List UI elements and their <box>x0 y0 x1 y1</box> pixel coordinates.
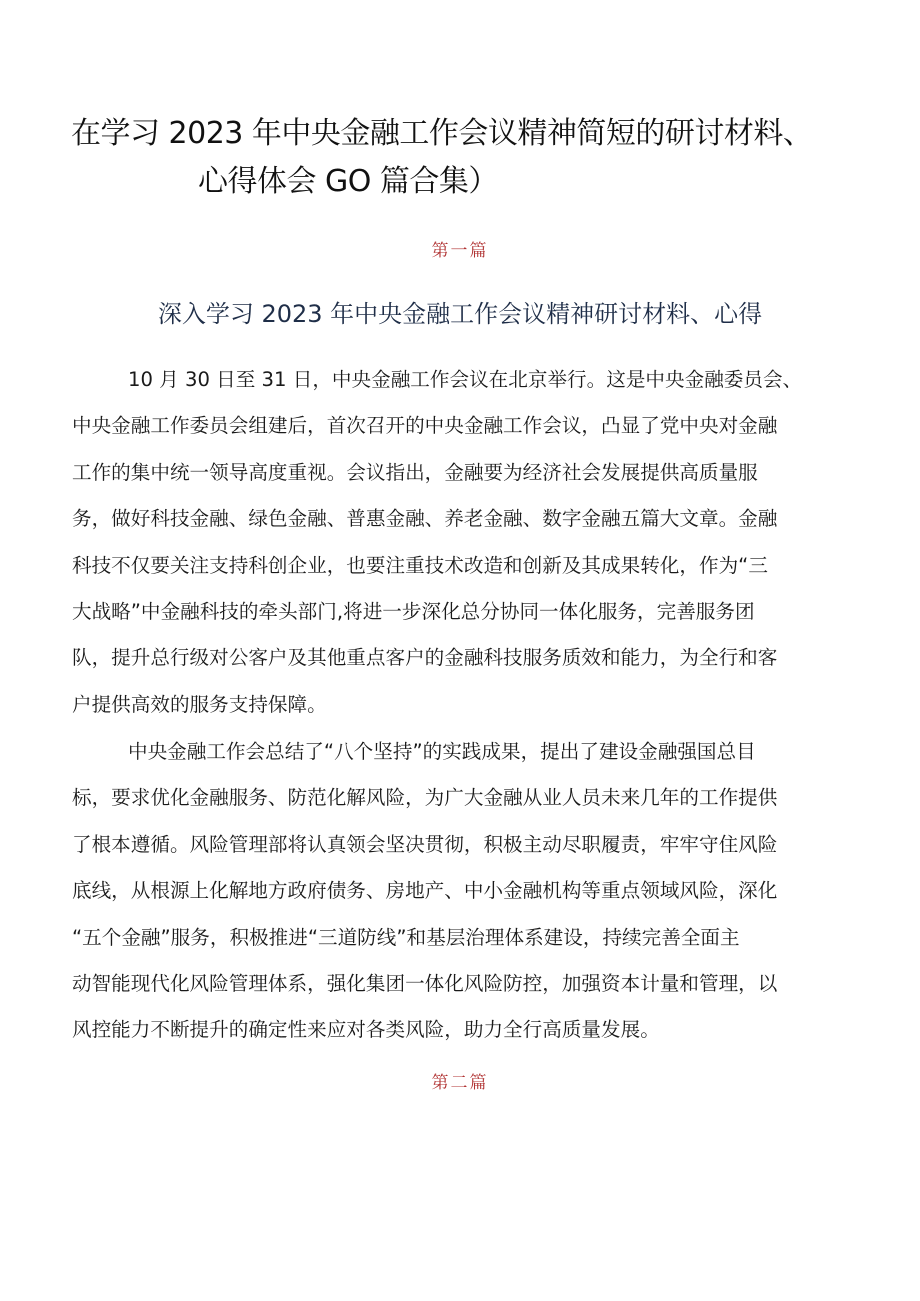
paragraph-line: 动智能现代化风险管理体系，强化集团一体化风险防控，加强资本计量和管理，以 <box>72 971 778 995</box>
paragraph-line: 中央金融工作委员会组建后，首次召开的中央金融工作会议，凸显了党中央对金融 <box>72 414 778 438</box>
section-subtitle: 深入学习 2023 年中央金融工作会议精神研讨材料、心得 <box>157 300 763 328</box>
paragraph-line: 10 月 30 日至 31 日，中央金融工作会议在北京举行。这是中央金融委员会、 <box>128 368 803 391</box>
section-label-first: 第一篇 <box>431 241 489 261</box>
paragraph-line: 工作的集中统一领导高度重视。会议指出，金融要为经济社会发展提供高质量服 <box>72 460 758 484</box>
paragraph-1 <box>72 357 852 728</box>
paragraph-line: 标，要求优化金融服务、防范化解风险，为广大金融从业人员未来几年的工作提供 <box>72 786 778 810</box>
paragraph-line: 科技不仅要关注支持科创企业，也要注重技术改造和创新及其成果转化，作为“三 <box>72 553 768 577</box>
paragraph-line: 了根本遵循。风险管理部将认真领会坚决贯彻，积极主动尽职履责，牢牢守住风险 <box>72 832 778 856</box>
paragraph-line: 队，提升总行级对公客户及其他重点客户的金融科技服务质效和能力，为全行和客 <box>72 646 778 670</box>
paragraph-line: 底线，从根源上化解地方政府债务、房地产、中小金融机构等重点领域风险，深化 <box>72 879 778 903</box>
paragraph-line: 中央金融工作会总结了“八个坚持”的实践成果，提出了建设金融强国总目 <box>128 740 756 763</box>
paragraph-2 <box>72 729 852 1054</box>
paragraph-line: 大战略”中金融科技的牵头部门,将进一步深化总分协同一体化服务，完善服务团 <box>72 599 755 623</box>
document-title-line-1: 在学习 2023 年中央金融工作会议精神简短的研讨材料、 <box>71 116 813 151</box>
document-title-line-2: 心得体会 GO 篇合集） <box>198 164 498 199</box>
paragraph-line: 风控能力不断提升的确定性来应对各类风险，助力全行高质量发展。 <box>72 1018 660 1042</box>
section-label-second: 第二篇 <box>431 1073 489 1093</box>
paragraph-line: 务，做好科技金融、绿色金融、普惠金融、养老金融、数字金融五篇大文章。金融 <box>72 507 778 531</box>
paragraph-line: 户提供高效的服务支持保障。 <box>72 692 327 716</box>
paragraph-line: “五个金融”服务，积极推进“三道防线”和基层治理体系建设，持续完善全面主 <box>72 925 740 949</box>
